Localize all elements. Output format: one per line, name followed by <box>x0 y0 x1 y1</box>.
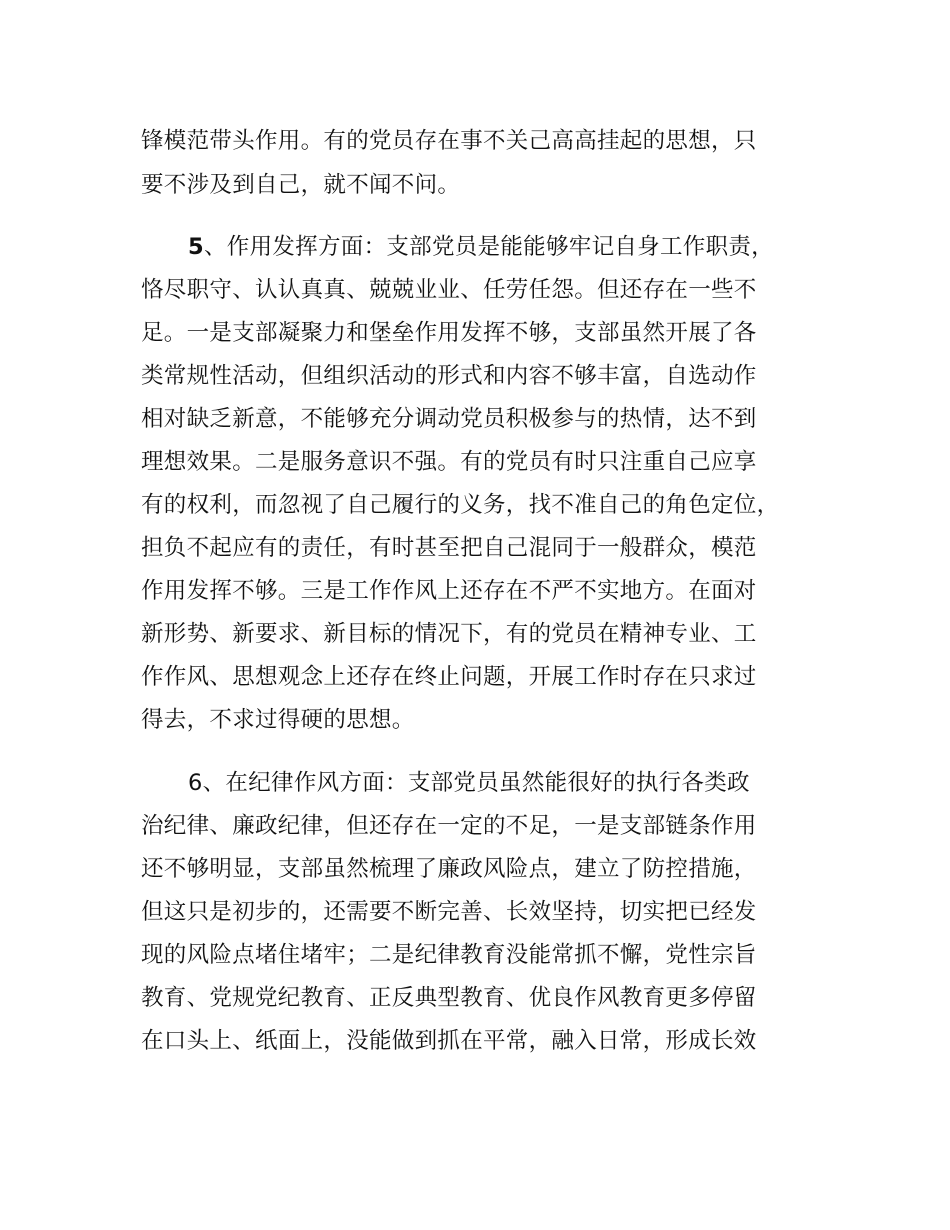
text-line: 类常规性活动，但组织活动的形式和内容不够丰富，自选动作 <box>141 363 757 389</box>
text-line: 理想效果。二是服务意识不强。有的党员有时只注重自己应享 <box>141 449 757 475</box>
text-line: 新形势、新要求、新目标的情况下，有的党员在精神专业、工 <box>141 621 757 647</box>
text-line: 足。一是支部凝聚力和堡垒作用发挥不够，支部虽然开展了各 <box>141 320 757 346</box>
paragraph-5-first-line <box>188 232 774 262</box>
text-line: 作作风、思想观念上还存在终止问题，开展工作时存在只求过 <box>141 664 757 690</box>
text-line: 还不够明显，支部虽然梳理了廉政风险点，建立了防控措施， <box>141 856 757 882</box>
text-line: 现的风险点堵住堵牢；二是纪律教育没能常抓不懈，党性宗旨 <box>141 942 757 968</box>
text-line: 但这只是初步的，还需要不断完善、长效坚持，切实把已经发 <box>141 899 757 925</box>
text-line: 作用发挥不够。三是工作作风上还存在不严不实地方。在面对 <box>141 578 757 604</box>
text-line: 治纪律、廉政纪律，但还存在一定的不足，一是支部链条作用 <box>141 813 757 839</box>
text-line: 担负不起应有的责任，有时甚至把自己混同于一般群众，模范 <box>141 535 757 561</box>
paragraph-number: 5 <box>188 234 204 260</box>
text-line: 相对缺乏新意，不能够充分调动党员积极参与的热情，达不到 <box>141 406 757 432</box>
text-line: 有的权利，而忽视了自己履行的义务，找不准自己的角色定位， <box>141 492 780 518</box>
text-line: 恪尽职守、认认真真、兢兢业业、任劳任怨。但还存在一些不 <box>141 277 757 303</box>
paragraph-5-first-line-text: 、作用发挥方面：支部党员是能能够牢记自身工作职责， <box>203 234 774 260</box>
text-line: 锋模范带头作用。有的党员存在事不关己高高挂起的思想，只 <box>141 128 757 154</box>
text-line: 要不涉及到自己，就不闻不问。 <box>141 172 461 198</box>
text-line: 得去，不求过得硬的思想。 <box>141 707 415 733</box>
text-line: 教育、党规党纪教育、正反典型教育、优良作风教育更多停留 <box>141 985 757 1011</box>
text-line: 在口头上、纸面上，没能做到抓在平常，融入日常，形成长效 <box>141 1028 757 1054</box>
paragraph-6-first-line: 6、在纪律作风方面：支部党员虽然能很好的执行各类政 <box>188 770 750 796</box>
